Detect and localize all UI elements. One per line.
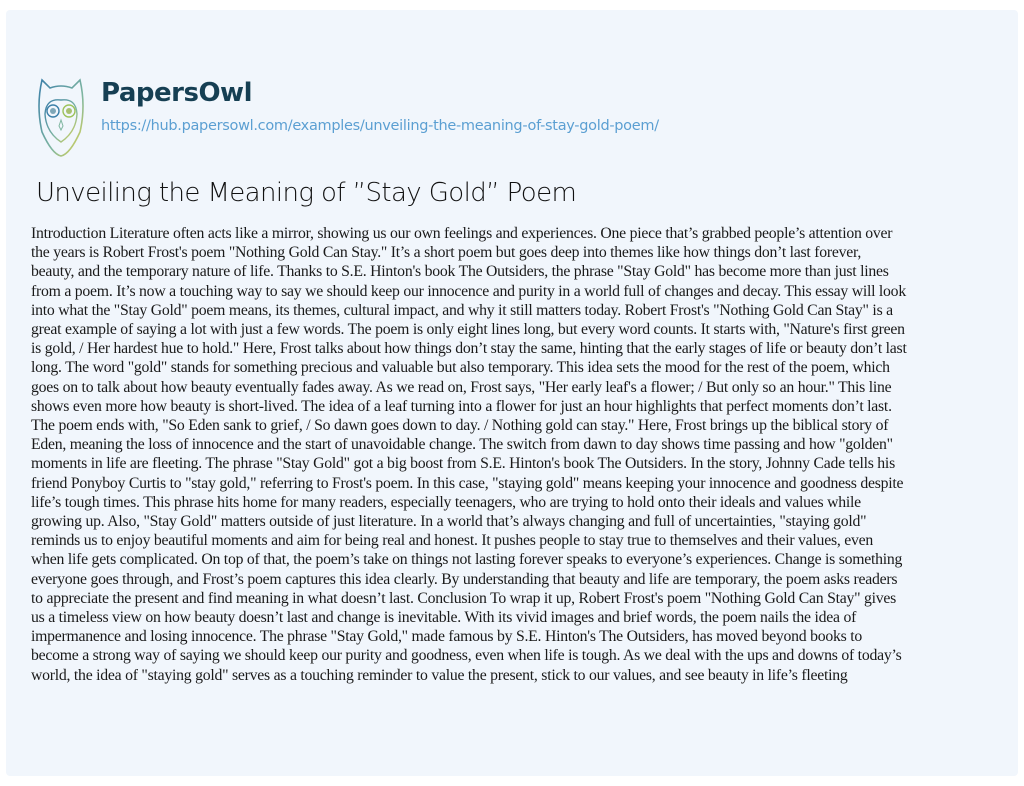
essay-line: is gold, / Her hardest hue to hold." Here, Frost talks about how things don’t stay the same, hinting that the early stages of life or beauty don’t last [31,340,907,358]
essay-line: The poem ends with, "So Eden sank to grief, / So dawn goes down to day. / Nothing gold can stay." Here, Frost brings up the biblical story of [31,417,889,435]
page-url-link[interactable]: https://hub.papersowl.com/examples/unveiling-the-meaning-of-stay-gold-poem/ [101,118,659,134]
essay-line: reminds us to enjoy beautiful moments and aim for being real and honest. It pushes people to stay true to themselves and their values, even [31,532,873,550]
essay-line: into what the "Stay Gold" poem means, its themes, cultural impact, and why it still matters today. Robert Frost's "Nothing Gold Can Stay" is a [31,301,893,319]
essay-line: friend Ponyboy Curtis to "stay gold," referring to Frost's poem. In this case, "staying gold" means keeping your innocence and goodness despite [31,474,904,492]
essay-line: to appreciate the present and find meaning in what doesn’t last. Conclusion To wrap it up, Robert Frost's poem "Nothing Gold Can Stay" gives [31,589,897,607]
essay-line: impermanence and losing innocence. The phrase "Stay Gold," made famous by S.E. Hinton's The Outsiders, has moved beyond books to [31,628,862,646]
essay-line: everyone goes through, and Frost’s poem captures this idea clearly. By understanding that beauty and life are temporary, the poem asks readers [31,570,898,588]
essay-body [31,224,920,685]
essay-line: moments in life are fleeting. The phrase "Stay Gold" got a big boost from S.E. Hinton's book The Outsiders. In the story, Johnny Cade tells his [31,455,895,473]
owl-logo-icon [36,76,86,158]
page-title: Unveiling the Meaning of ”Stay Gold” Poem [36,178,577,208]
essay-line: shows even more how beauty is short-lived. The idea of a leaf turning into a flower for just an hour highlights that perfect moments don’t last. [31,397,892,415]
essay-line: long. The word "gold" stands for something precious and valuable but also temporary. This idea sets the mood for the rest of the poem, which [31,359,890,377]
essay-line: from a poem. It’s now a touching way to say we should keep our innocence and purity in a world full of changes and decay. This essay will look [31,282,906,300]
essay-line: Introduction Literature often acts like a mirror, showing us our own feelings and experiences. One piece that’s grabbed people’s attention over [31,225,893,242]
essay-line: when life gets complicated. On top of that, the poem’s take on things not lasting forever speaks to everyone’s experiences. Change is something [31,551,903,569]
essay-line: growing up. Also, "Stay Gold" matters outside of just literature. In a world that’s always changing and full of uncertainties, "staying gold" [31,513,867,531]
document-card [6,10,1018,776]
brand-name: PapersOwl [101,78,252,108]
essay-line: world, the idea of "staying gold" serves as a touching reminder to value the present, stick to our values, and see beauty in life’s fleeting [31,666,848,684]
essay-line: great example of saying a lot with just a few words. The poem is only eight lines long, but every word counts. It starts with, "Nature's first green [31,321,905,339]
essay-line: beauty, and the temporary nature of life. Thanks to S.E. Hinton's book The Outsiders, the phrase "Stay Gold" has become more than just lines [31,263,889,281]
essay-line: us a timeless view on how beauty doesn’t last and change is inevitable. With its vivid images and brief words, the poem nails the idea of [31,609,857,627]
essay-line: become a strong way of saying we should keep our purity and goodness, even when life is tough. As we deal with the ups and downs of today’s [31,647,902,665]
essay-line: the years is Robert Frost's poem "Nothing Gold Can Stay." It’s a short poem but goes deep into themes like how things don’t last forever, [31,244,862,262]
essay-line: goes on to talk about how beauty eventually fades away. As we read on, Frost says, "Her early leaf's a flower; / But only so an hour." This line [31,378,892,396]
essay-line: life’s tough times. This phrase hits home for many readers, especially teenagers, who are trying to hold onto their ideals and values while [31,493,861,511]
essay-line: Eden, meaning the loss of innocence and the start of unavoidable change. The switch from dawn to day shows time passing and how "golden" [31,436,893,454]
